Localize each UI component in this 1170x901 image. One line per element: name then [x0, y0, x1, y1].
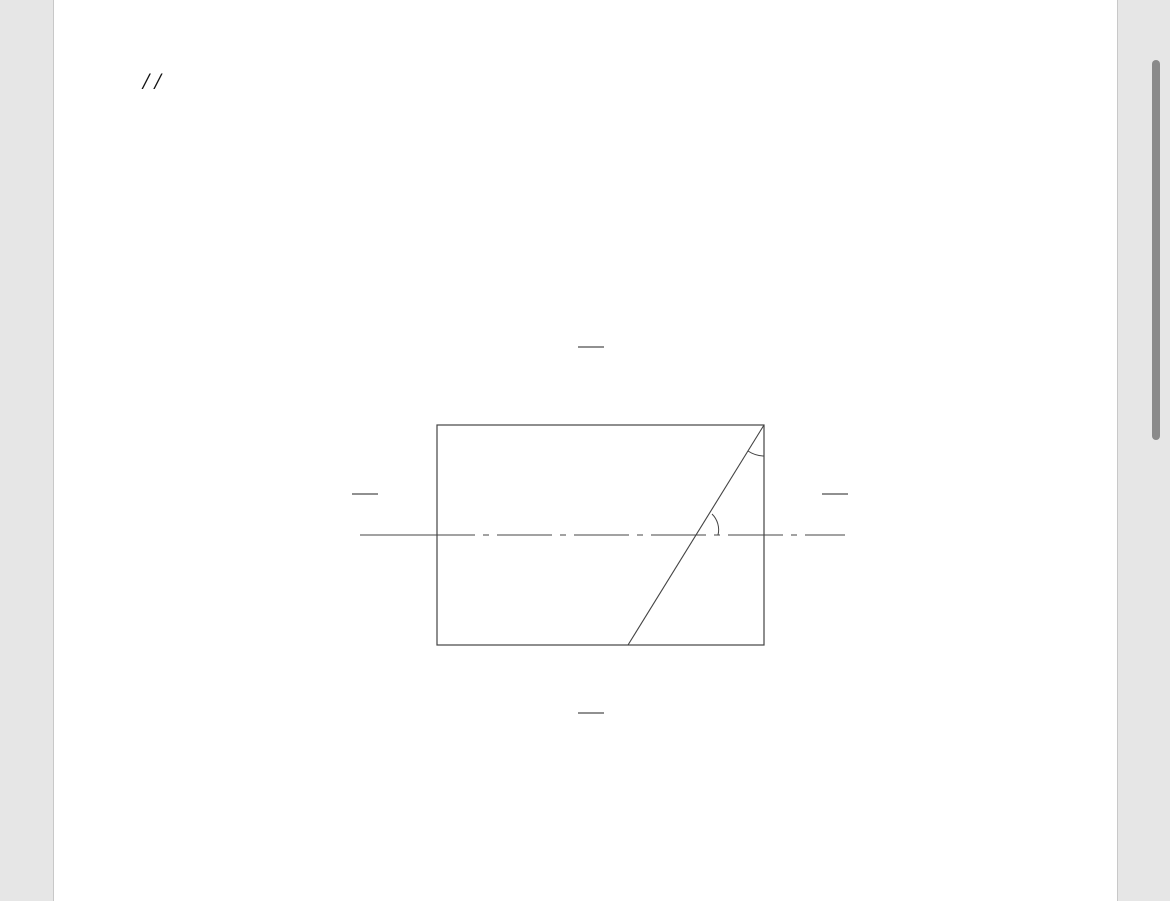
theta-arc	[748, 451, 764, 456]
unit-fraction-2: /	[154, 70, 162, 93]
angle-55-arc	[712, 514, 719, 535]
unit-fraction-1: /	[143, 70, 150, 93]
